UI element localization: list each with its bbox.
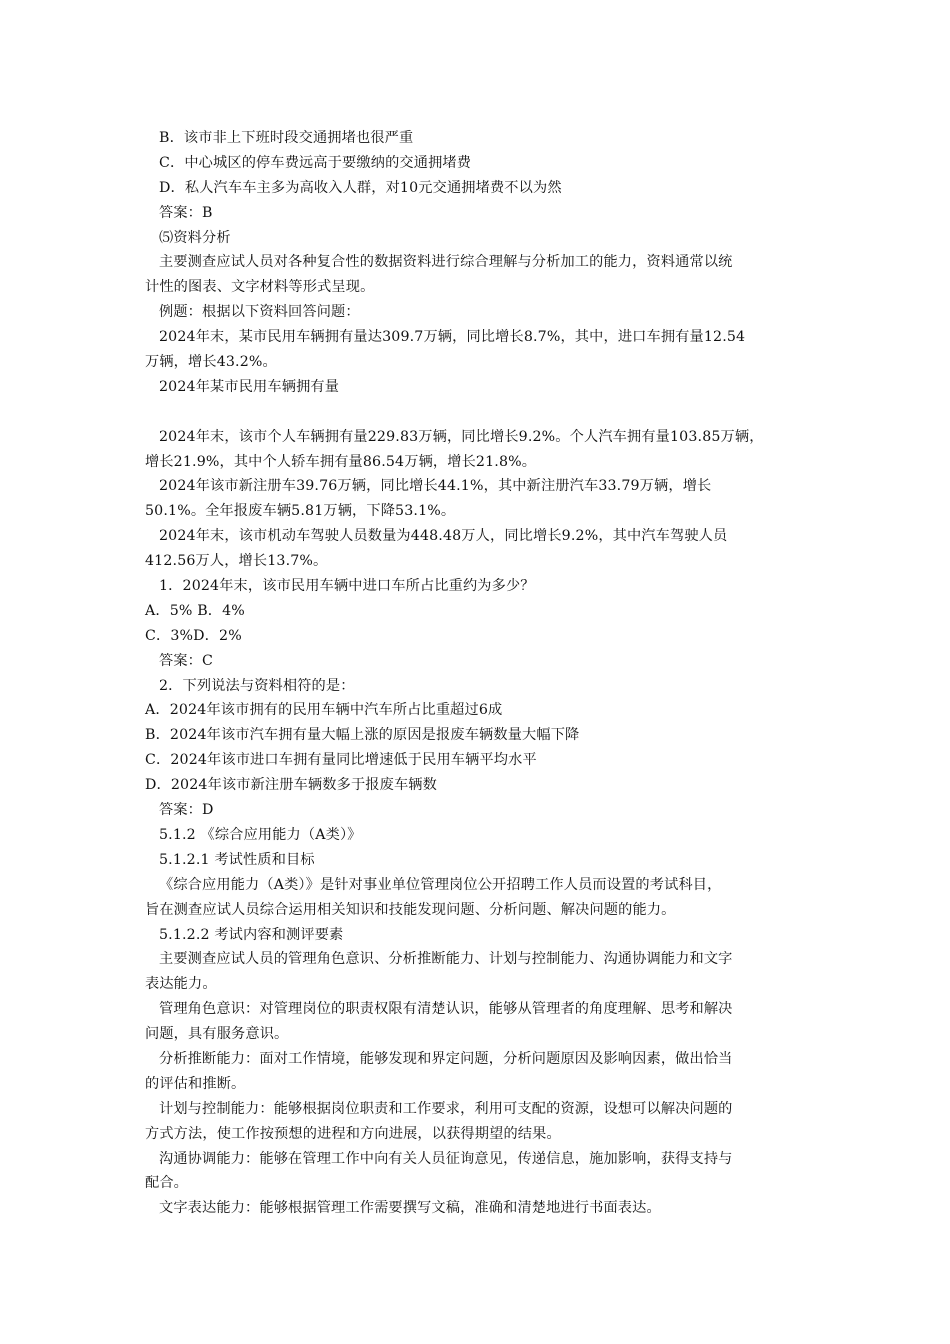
paragraph-line: 2024年末，该市机动车驾驶人员数量为448.48万人，同比增长9.2%，其中汽车驾驶人员: [159, 528, 728, 545]
paragraph-line: 表达能力。: [145, 976, 217, 993]
paragraph-line: 2024年末，该市个人车辆拥有量229.83万辆，同比增长9.2%。个人汽车拥有量103.85万辆，: [159, 428, 764, 445]
answer-line: 答案：B: [159, 204, 213, 221]
answer-line: 答案：D: [159, 802, 214, 819]
section-heading: 5.1.2 《综合应用能力（A类）》: [159, 826, 362, 843]
option-line: B．该市非上下班时段交通拥堵也很严重: [159, 130, 414, 146]
blank-gap: [145, 400, 815, 425]
paragraph-line: 方式方法，使工作按预想的进程和方向进展，以获得期望的结果。: [145, 1125, 561, 1142]
option-line: C．3%D．2%: [145, 627, 242, 644]
option-line: A．2024年该市拥有的民用车辆中汽车所占比重超过6成: [145, 702, 503, 719]
question-line: 1．2024年末，该市民用车辆中进口车所占比重约为多少？: [159, 578, 535, 595]
paragraph-line: 50.1%。全年报废车辆5.81万辆，下降53.1%。: [145, 503, 456, 520]
paragraph-line: 沟通协调能力：能够在管理工作中向有关人员征询意见，传递信息，施加影响，获得支持与: [159, 1150, 733, 1167]
paragraph-line: 的评估和推断。: [145, 1075, 246, 1092]
paragraph-line: 412.56万人，增长13.7%。: [145, 553, 328, 570]
paragraph-line: 计划与控制能力：能够根据岗位职责和工作要求，利用可支配的资源，设想可以解决问题的: [159, 1100, 733, 1117]
paragraph-line: 配合。: [145, 1175, 189, 1192]
paragraph-line: 分析推断能力：面对工作情境，能够发现和界定问题，分析问题原因及影响因素，做出恰当: [159, 1050, 733, 1067]
option-line: D．2024年该市新注册车辆数多于报废车辆数: [145, 777, 437, 794]
answer-line: 答案：C: [159, 652, 214, 669]
paragraph-line: 文字表达能力：能够根据管理工作需要撰写文稿，准确和清楚地进行书面表达。: [159, 1200, 661, 1217]
option-line: B．2024年该市汽车拥有量大幅上涨的原因是报废车辆数量大幅下降: [145, 727, 580, 744]
paragraph-line: 2024年该市新注册车39.76万辆，同比增长44.1%，其中新注册汽车33.79万辆，增长: [159, 478, 712, 495]
question-line: 2．下列说法与资料相符的是：: [159, 677, 355, 694]
paragraph-line: 《综合应用能力（A类）》是针对事业单位管理岗位公开招聘工作人员而设置的考试科目，: [159, 876, 722, 893]
paragraph-line: 问题，具有服务意识。: [145, 1026, 289, 1043]
chart-caption: 2024年某市民用车辆拥有量: [159, 378, 340, 395]
option-line: D．私人汽车车主多为高收入人群，对10元交通拥堵费不以为然: [159, 179, 562, 196]
paragraph-line: 增长21.9%，其中个人轿车拥有量86.54万辆，增长21.8%。: [145, 453, 537, 470]
paragraph-line: 万辆，增长43.2%。: [145, 354, 277, 371]
paragraph-line: 2024年末，某市民用车辆拥有量达309.7万辆，同比增长8.7%，其中，进口车拥有量12.54: [159, 329, 746, 346]
document-body: [145, 126, 815, 1221]
section-heading: 5.1.2.2 考试内容和测评要素: [159, 926, 344, 943]
paragraph-line: 管理角色意识：对管理岗位的职责权限有清楚认识，能够从管理者的角度理解、思考和解决: [159, 1001, 733, 1018]
option-line: C．2024年该市进口车拥有量同比增速低于民用车辆平均水平: [145, 752, 537, 769]
option-line: A．5% B．4%: [145, 602, 245, 619]
section-heading: 5.1.2.1 考试性质和目标: [159, 851, 315, 868]
option-line: C．中心城区的停车费远高于要缴纳的交通拥堵费: [159, 154, 472, 171]
paragraph-line: 主要测查应试人员对各种复合性的数据资料进行综合理解与分析加工的能力，资料通常以统: [159, 254, 733, 271]
section-heading: ⑸资料分析: [159, 229, 231, 246]
example-heading: 例题：根据以下资料回答问题：: [159, 304, 360, 321]
paragraph-line: 旨在测查应试人员综合运用相关知识和技能发现问题、分析问题、解决问题的能力。: [145, 901, 676, 918]
paragraph-line: 主要测查应试人员的管理角色意识、分析推断能力、计划与控制能力、沟通协调能力和文字: [159, 951, 733, 968]
paragraph-line: 计性的图表、文字材料等形式呈现。: [145, 279, 375, 296]
